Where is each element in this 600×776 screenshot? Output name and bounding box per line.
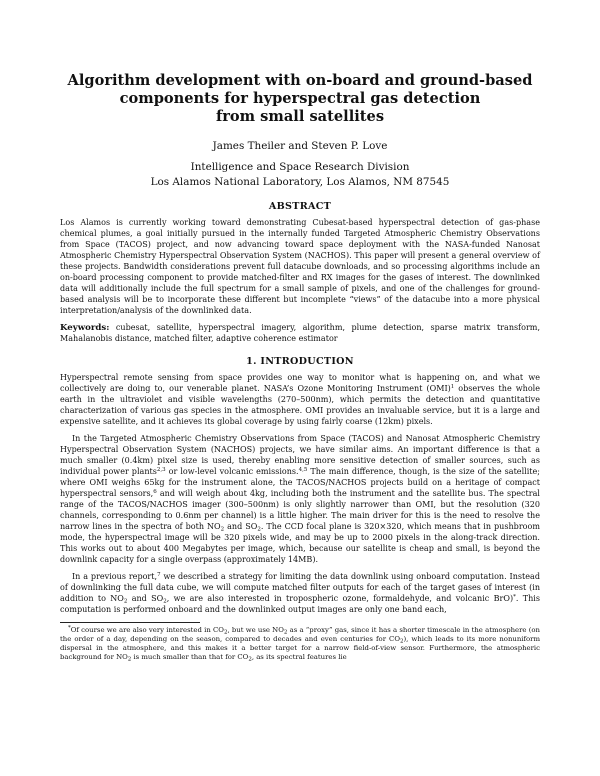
text-run: . The CCD focal plane is 320×320, which means that in pushbroom mode, the hyperspectral image will be 320 pixels wide, and may be up to 2000 pixels in the along-track direction. This works out to about 400 Megabytes per image, which, because our satellite is cheap and small, is beyond the downlink capacity for a single overpass (approximately 14MB). xyxy=(60,521,540,564)
text-run: . This computation is performed onboard and the downlinked output images are only one band each, xyxy=(60,593,541,614)
text-run: The main difference, though, is the size of the satellite; where OMI weighs 65kg for the instrument alone, the TACOS/NACHOS projects build on a heritage of compact hyperspectral sensors, xyxy=(60,467,540,499)
text-run: observes the whole earth in the ultraviolet and visible wavelengths (270–500nm), which permits the detection and quantitative characterization of various gas species in the atmosphere. OMI provides an invaluable service, but it is a large and expensive satellite, and it achieves its global coverage by using fairly coarse (12km) pixels. xyxy=(60,384,540,427)
subscript: 2 xyxy=(127,656,132,663)
subscript: 2 xyxy=(399,638,404,645)
text-run: is much smaller than that for CO xyxy=(131,653,249,662)
keywords-text: cubesat, satellite, hyperspectral imagery, algorithm, plume detection, sparse matrix transform, Mahalanobis distance, matched filter, adaptive coherence estimator xyxy=(60,322,540,343)
text-run: , but we use NO xyxy=(227,625,284,634)
keywords-label: Keywords: xyxy=(60,322,110,333)
text-run: In a previous report, xyxy=(72,571,158,581)
intro-paragraph-2 xyxy=(60,434,540,565)
text-run: and will weigh about 4kg, including both the instrument and the satellite bus. The spectral range of the TACOS/NACHOS imager (300–500nm) is only slightly narrower than OMI, but the resolution (320 channels, corresponding to 0.6nm per channel) is a little higher. The main driver for this is the need to resolve the narrow lines in the spectra of both NO xyxy=(60,489,540,531)
introduction-heading: 1. INTRODUCTION xyxy=(246,356,354,368)
subscript: 2 xyxy=(220,526,225,533)
subscript: 2 xyxy=(257,526,261,533)
footnote xyxy=(60,626,540,663)
authors: James Theiler and Steven P. Love xyxy=(212,140,388,152)
title-line-2: components for hyperspectral gas detection xyxy=(119,90,481,107)
citation-ref[interactable]: 4,5 xyxy=(298,467,308,474)
text-run: as a “proxy” gas, since it has a shorter timescale in the atmosphere (on the order of a day, depending on the season, compared to decades and even centuries for CO xyxy=(60,625,540,643)
paper-title xyxy=(60,72,540,126)
citation-ref[interactable]: 7 xyxy=(157,571,161,578)
abstract-heading: ABSTRACT xyxy=(268,201,332,212)
footnote-mark: * xyxy=(68,624,71,631)
footnote-divider xyxy=(60,622,200,623)
text-run: we described a strategy for limiting the data downlink using onboard computation. Instead of downlinking the full data cube, we will compute matched filter outputs for each of the target gases of interest (in addition to NO xyxy=(60,571,540,603)
abstract-text: Los Alamos is currently working toward demonstrating Cubesat-based hyperspectral detection of gas-phase chemical plumes, a goal initially pursued in the internally funded Targeted Atmospheric Chemistry Observations from Space (TACOS) project, and now advancing toward space deployment with the NASA-funded Nanosat Atmospheric Chemistry Hyperspectral Observation System (NACHOS). This paper will present a general overview of these projects. Bandwidth considerations prevent full datacube downloads, and so processing algorithms include an on-board processing component to provide matched-filter and RX images for the gases of interest. The downlinked data will additionally include the full spectrum for a small sample of pixels, and one of the challenges for ground-based analysis will be to incorporate these different but incomplete “views” of the datacube into a more physical interpretation/analysis of the downlinked data. xyxy=(60,218,540,315)
text-run: Of course we are also very interested in CO xyxy=(70,625,224,634)
affiliation xyxy=(60,160,540,189)
subscript: 2 xyxy=(223,629,228,635)
paper-page xyxy=(60,72,540,663)
text-run: , as its spectral features lie xyxy=(251,653,347,662)
intro-paragraph-1 xyxy=(60,373,540,428)
title-line-1: Algorithm development with on-board and ground-based xyxy=(67,72,533,89)
keywords xyxy=(60,323,540,345)
citation-ref[interactable]: 6 xyxy=(153,489,157,496)
subscript: 2 xyxy=(283,629,288,635)
text-run: In the Targeted Atmospheric Chemistry Observations from Space (TACOS) and Nanosat Atmospheric Chemistry Hyperspectral Observation System (NACHOS) projects, we have similar aims. An important difference is that a much smaller (0.4km) pixel size is used, thereby enabling more sensitive detection of smaller sources, such as individual power plants xyxy=(60,434,540,477)
text-run: Hyperspectral remote sensing from space provides one way to monitor what is happening on, and what we collectively are doing to, our venerable planet. NASA’s Ozone Monitoring Instrument (OMI) xyxy=(60,373,540,394)
citation-ref[interactable]: 2,3 xyxy=(156,467,166,474)
text-run: and SO xyxy=(127,593,164,603)
subscript: 2 xyxy=(248,656,252,663)
text-run: and SO xyxy=(224,521,258,531)
title-line-3: from small satellites xyxy=(215,108,385,125)
text-run: ), which leads to its more nonuniform dispersal in the atmosphere, and this makes it a better target for a narrow field-of-view sensor. Furthermore, the atmospheric background for NO xyxy=(60,634,540,662)
citation-ref[interactable]: 1 xyxy=(450,384,455,391)
affiliation-lab: Los Alamos National Laboratory, Los Alamos, NM 87545 xyxy=(150,175,450,188)
subscript: 2 xyxy=(163,598,167,605)
text-run: , we are also interested in tropospheric ozone, formaldehyde, and volcanic BrO) xyxy=(166,593,514,603)
text-run: or low-level volcanic emissions. xyxy=(165,467,299,477)
affiliation-division: Intelligence and Space Research Division xyxy=(190,161,410,173)
intro-paragraph-3 xyxy=(60,572,540,616)
subscript: 2 xyxy=(123,598,128,605)
footnote-ref[interactable]: * xyxy=(513,593,516,600)
